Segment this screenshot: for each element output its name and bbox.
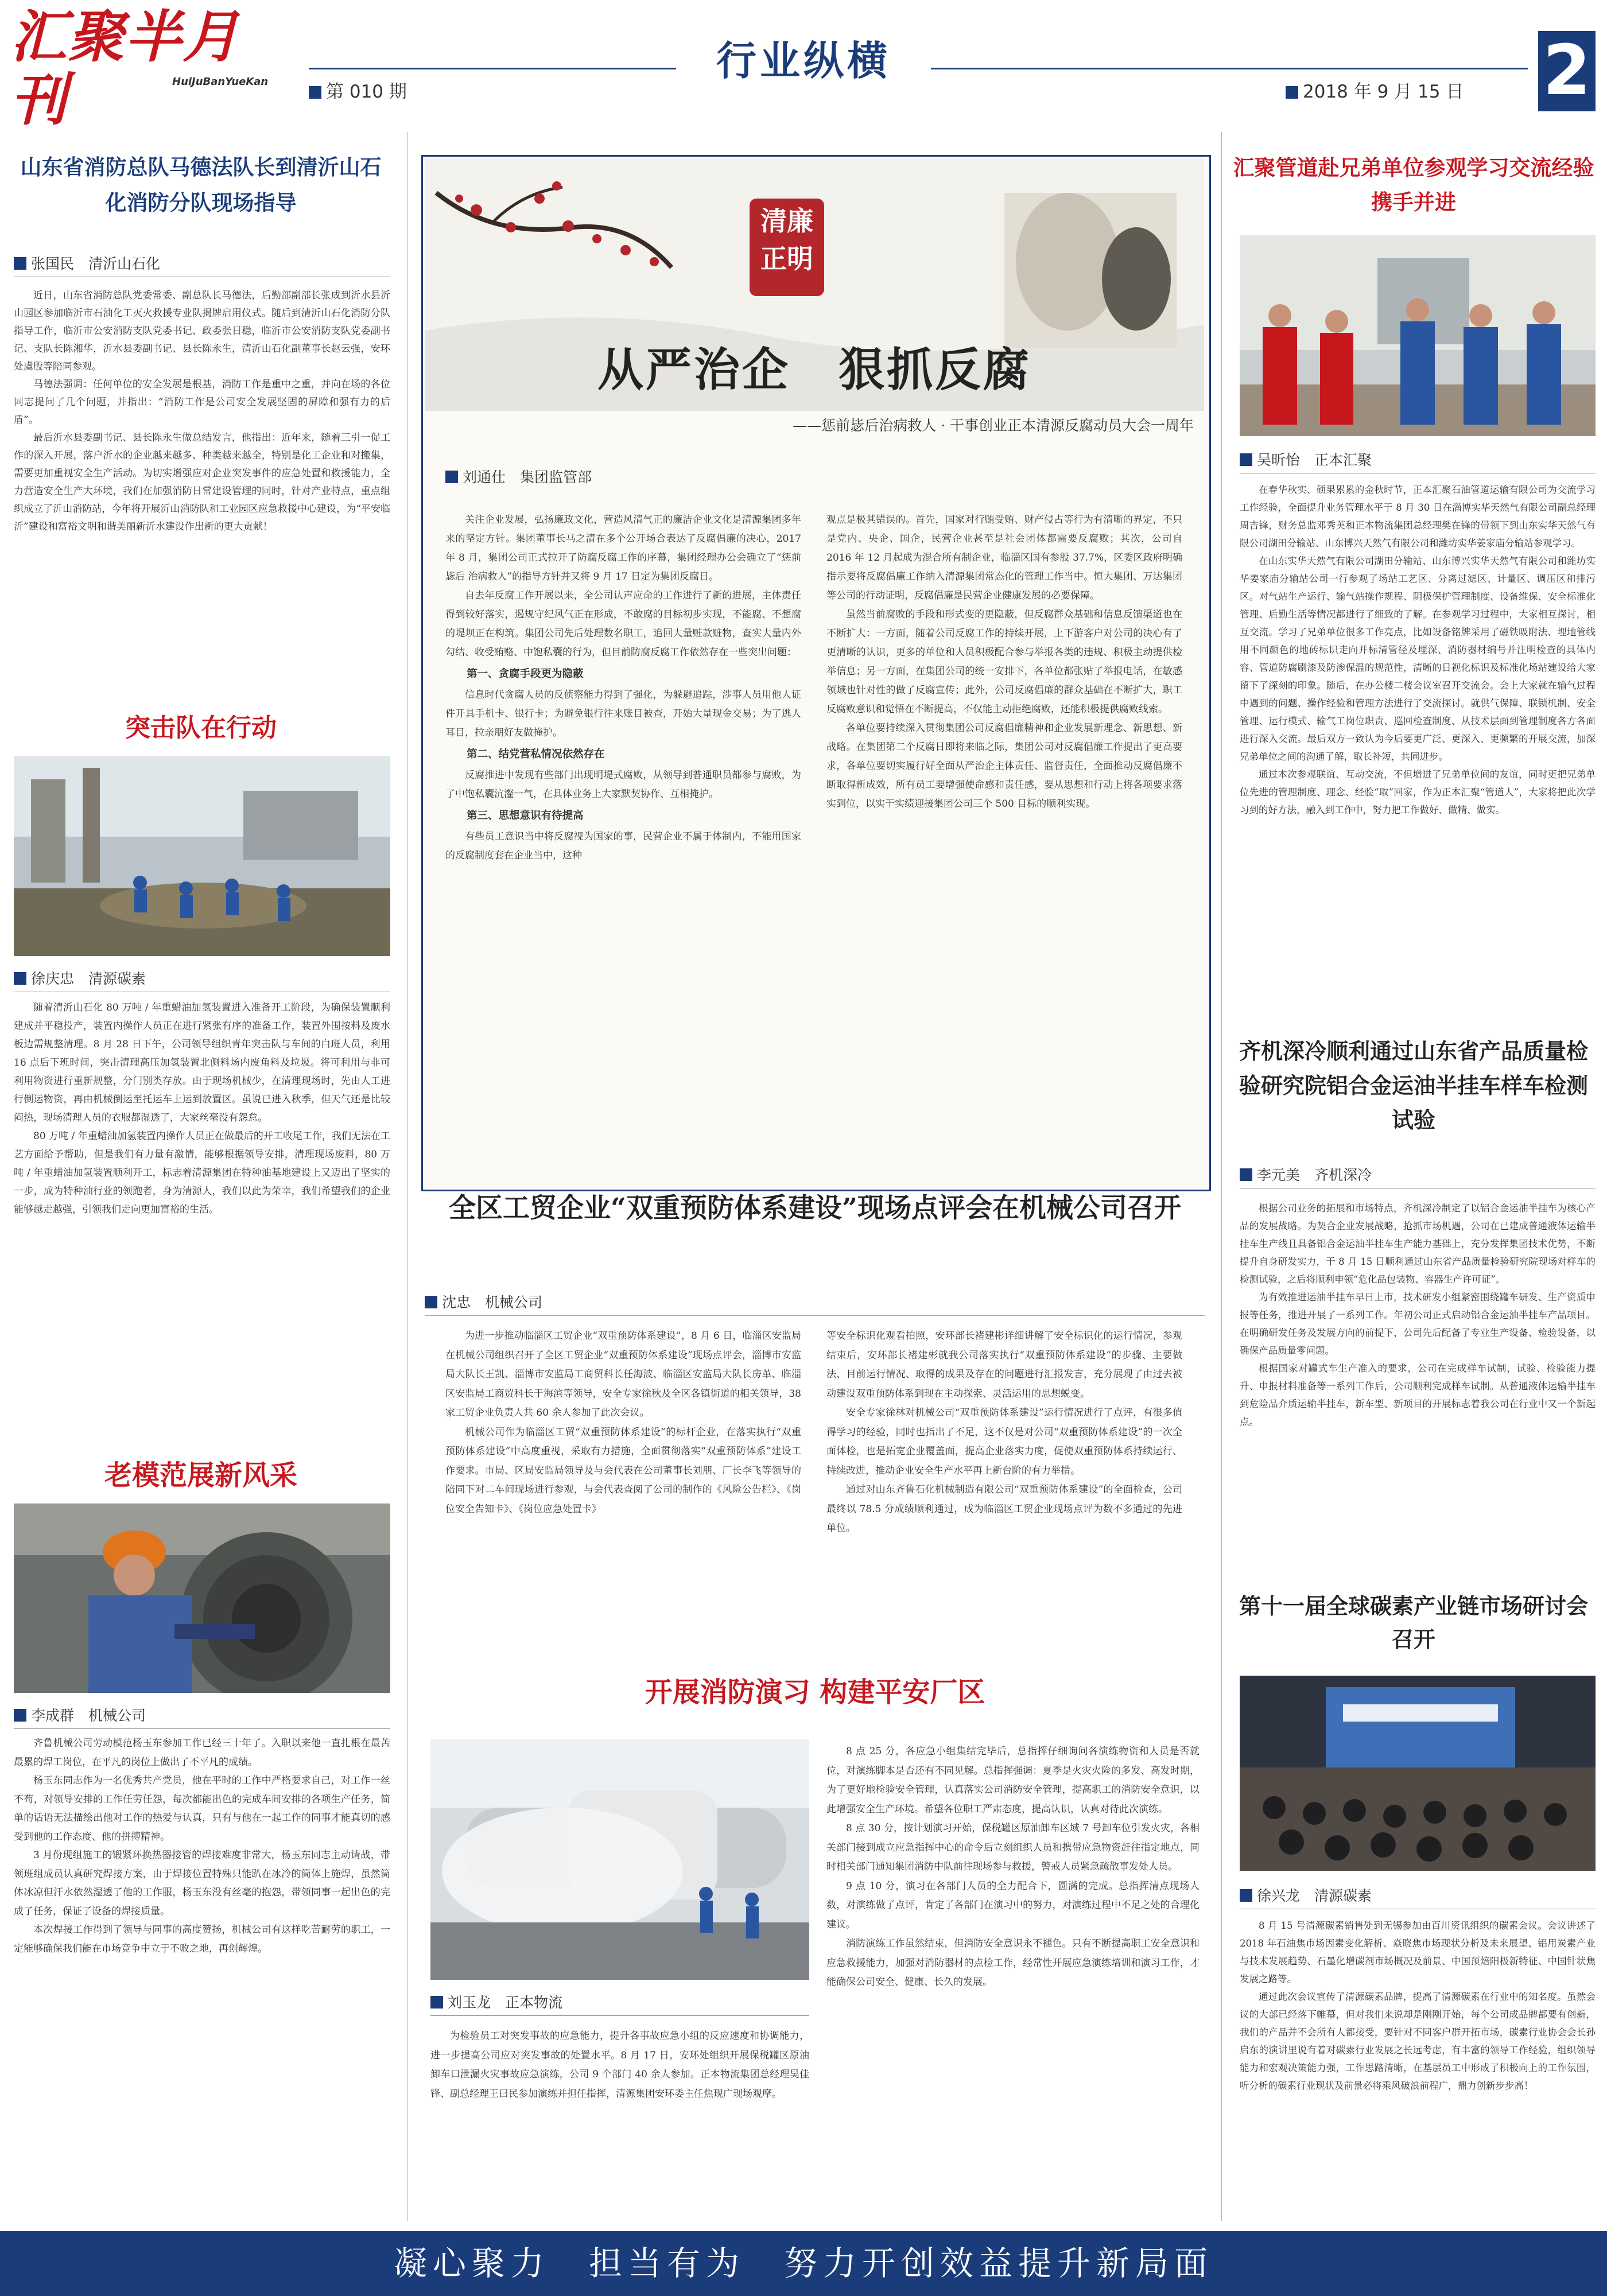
article-byline: 张国民 清沂山石化 xyxy=(14,252,390,277)
article-byline: 徐兴龙 清源碳素 xyxy=(1240,1885,1596,1909)
header-rule-left xyxy=(309,68,676,69)
byline-marker-icon xyxy=(14,1709,26,1722)
feature-body-col1: 关注企业发展，弘扬廉政文化，营造风清气正的廉洁企业文化是清源集团多年来的坚定方针。集团董事长马之清在多个公开场合表达了反腐倡廉的决心，2017 年 8 月，集团公司正式拉开了防腐反腐工作的序幕，集团经理办公会确立了“惩前毖后 治病救人”的指导方针并又将 9 月 17 日定为集团反腐日。 自去年反腐工作开展以来，全公司认声应命的工作进行了新的进展，主体责任得到较好落实，遏规守纪风气正在形成，不敢腐的目标初步实现，不能腐、不想腐的堤坝正在构筑。集团公司先后处理数名职工，追回大量赃款赃物，查实大量内外勾结、收受贿赂、中饱私囊的行为，但目前防腐反腐工作依然存在一些突出问题： 第一、贪腐手段更为隐蔽 信息时代贪腐人员的反侦察能力得到了强化，为躲避追踪，涉事人员用他人证件开具手机卡、银行卡；为避免银行往来账目被查，开始大量现金交易；为了逃人耳目，拉亲朋好友做掩护。 第二、结党营私情况依然存在 反腐推进中发现有些部门出现明堤式腐败，从领导到普通职员都参与腐败，为了中饱私囊沆瀣一气，在具体业务上大家默契协作、互相掩护。 第三、思想意识有待提高 有些员工意识当中将反腐视为国家的事，民营企业不属于体制内，不能用国家的反腐制度套在企业当中，这种 xyxy=(445,514,801,861)
article-body-col2: 8 点 25 分，各应急小组集结完毕后，总指挥仔细询问各演练物资和人员是否就位，对演练脚本是否还有不同见解。总指挥强调：夏季是火灾火险的多发、高发时期，为了更好地检验安全管理，认真落实公司消防安全管理，提高职工的消防安全意识，以此增强安全生产环境。希望各位职工严肃态度，提高认识，认真对待此次演练。 8 点 30 分，按计划演习开始，保税罐区原油卸车区域 7 号卸车位引发火灾，各相关部门接到成立应急指挥中心的命令后立刻组织人员和携带应急物资赶往指定地点，同时相关部门通知集团消防中队前往现场参与救援，警戒人员紧急疏散事发处人员。 9 点 10 分，演习在各部门人员的全力配合下，圆满的完成。总指挥清点现场人数，对演练做了点评，肯定了各部门在演习中的努力，对演练过程中不足之处的合理化建议。 消防演练工作虽然结束，但消防安全意识永不褪色。只有不断提高职工安全意识和应急救援能力，加强对消防器材的点检工作，经常性开展应急演练培训和演习工作，才能确保公司安全、健康、长久的发展。 xyxy=(826,1746,1200,1988)
section-title: 行业纵横 xyxy=(716,37,891,84)
article-body-col1: 为检验员工对突发事故的应急能力，提升各事故应急小组的反应速度和协调能力，进一步提高公司应对突发事故的处置水平。8 月 17 日，安环处组织开展保税罐区原油卸车口泄漏火灾事故应急演练，公司 9 个部门 40 余人参加。正本物流集团总经理吴佳锋、副总经理王曰民参加演练并担任指挥，清源集团安环委主任焦现广现场观摩。 xyxy=(430,2030,809,2100)
feature-subtitle: ——惩前毖后治病救人 · 干事创业正本清源反腐动员大会一周年 xyxy=(793,417,1194,434)
article-body: 在春华秋实、硕果累累的金秋时节，正本汇聚石油管道运输有限公司为交流学习工作经验，全面提升业务管理水平于 8 月 30 日在淄博实华天然气有限公司副总经理周吉锋，财务总监邓秀英和正本物流集团总经理樊在锋的带领下到山东实华天然气有限公司湖田分输站、山东博兴天然气有限公司和潍坊实华姜家庙分输站参观学习。 在山东实华天然气有限公司湖田分输站、山东博兴实华天然气有限公司和潍坊实华姜家庙分输站公司一行参观了场站工艺区、分离过滤区、计量区、调压区和排污区。对气站生产运行、输气站操作规程、阴极保护管理制度、设备维保、安全标准化管理、后勤生活等情况都进行了细致的了解。在参观学习过程中，大家相互探讨，相互交流。学习了兄弟单位很多工作亮点，比如设备铭牌采用了磁铁吸附法、埋地管线用不同颜色的地砖标识走向并标清管径及埋深、消防器材编号并注明检查的具体内容、管道防腐刷漆及防渗保温的规范性，清晰的日视化标识及标准化场站建设给大家留下了深刻的印象。随后，在办公楼二楼会议室召开交流会。会上大家就在输气过程中遇到的问题、操作经验和管理方法进行了交流探讨。就供气保障、联锁机制、安全管理、运行模式、输气工岗位职责、巡回检查制度、从技术层面到管理制度各方各面进行深入交流。最后双方一致认为今后要更广泛、更深入、更频繁的开展交流，加深兄弟单位之间的沟通了解，取长补短，共同进步。 通过本次参观联谊、互动交流，不但增进了兄弟单位间的友谊，同时更把兄弟单位先进的管理制度、理念、经验“取”回家，作为正本汇聚“管道人”，大家将把此次学习到的好方法，融入到工作中，努力把工作做好、做精、做实。 xyxy=(1240,484,1596,815)
article-body: 随着清沂山石化 80 万吨 / 年重蜡油加氢装置进入准备开工阶段，为确保装置顺利建成并平稳投产，装置内操作人员正在进行紧张有序的准备工作，装置外围按料及废水板边需规整清理。8 月 28 日下午，公司领导组织青年突击队与车间的白班人员，利用 16 点后下班时间，突击清理高压加氢装置北侧料场内废角料及垃圾。将可利用与非可利用物资进行重新规整，分门别类存放。由于现场机械少，在清理现场时，先由人工进行倒运物资，再由机械倒运至托运车上运到放置区。虽说已进入秋季，但天气还是比较闷热，现场清理人员的衣服都湿透了，大家丝毫没有怨怠。 80 万吨 / 年重蜡油加氢装置内操作人员正在做最后的开工收尾工作，我们无法在工艺方面给予帮助，但是我们有力量有激情，能够根据领导安排，清理现场废料，80 万吨 / 年重蜡油加氢装置顺利开工，标志着清源集团在特种油基地建设上又迈出了坚实的一步，成为特种油行业的领跑者，身为清源人，我们以此为荣幸，我们希望我们的企业能够越走越强，引领我们走向更加富裕的生活。 xyxy=(14,1002,390,1215)
column-divider xyxy=(407,132,408,2221)
page-number: 2 xyxy=(1538,31,1596,111)
article-body: 近日，山东省消防总队党委常委、副总队长马德法，后勤部副部长张成到沂水县沂山园区参加临沂市石油化工灭火救援专业队揭牌启用仪式。随后到清沂山石化消防分队指导工作，临沂市公安消防支队党委书记、政委张日稳，临沂市公安消防支队党委副书记、支队长陈湘华，沂水县委副书记、县长陈永生，清沂山石化副董事长赵云强，安环处虞殷等陪同参观。 马德法强调：任何单位的安全发展是根基，消防工作是重中之重，并向在场的各位同志提问了几个问题，并指出：“消防工作是公司安全发展坚固的屏障和强有力的后盾”。 最后沂水县委副书记、县长陈永生做总结发言，他指出：近年来，随着三引一促工作的深入开展，落户沂水的企业越来越多、种类越来越全，特别是化工企业和对搬集，需要更加重视安全生产活动。为切实增强应对企业突发事件的应急处置和救援能力，全力营造安全生产大环境，我们在加强消防日常建设管理的同时，针对产业特点，重点组织成立了沂山消防站，今年将开展沂山消防队和工业园区应急救援中心建设，为“平安临沂”建设和富裕文明和谐美丽新沂水建设作出新的更大贡献！ xyxy=(14,290,390,533)
issue-marker-icon xyxy=(309,86,321,99)
article-body: 齐鲁机械公司劳动模范杨玉东参加工作已经三十年了。入职以来他一直扎根在最苦最累的焊工岗位，在平凡的岗位上做出了不平凡的成绩。 杨玉东同志作为一名优秀共产党员，他在平时的工作中严格要求自己，对工作一丝不苟，对领导安排的工作任劳任怨，每次都能出色的完成车间安排的各项生产任务，简单的话语无法描绘出他对工作的热爱与认真，只有与他在一起工作的同事才能真切的感受到他的工作态度、他的拼搏精神。 3 月份现组施工的锻紧环换热器接管的焊接难度非常大，杨玉东同志主动请战，带领班组成员认真研究焊接方案，由于焊接位置特殊只能趴在冰冷的筒体上施焊，虽然筒体冰凉但汗水依然湿透了他的工作服，杨玉东没有丝毫的抱怨，带领同事一起出色的完成了任务，保证了设备的焊接质量。 本次焊接工作得到了领导与同事的高度赞扬，机械公司有这样吃苦耐劳的职工，一定能够确保我们能在市场竞争中立于不败之地，再创辉煌。 xyxy=(14,1738,390,1955)
issue-number: 第 010 期 xyxy=(309,77,407,103)
article-title: 山东省消防总队马德法队长到清沂山石化消防分队现场指导 xyxy=(20,154,382,215)
feature-body-col2: 观点是极其错误的。首先，国家对行贿受贿、财产侵占等行为有清晰的界定，不只是党内、央企、国企，民营企业甚至是社会团体都需要反腐败；其次，公司自 2016 年 12 月起成为混合所有制企业，临淄区国有参股 37.7%，区委区政府明确指示要将反腐倡廉工作纳入清源集团常态化的管理工作当中。恒大集团、万达集团等公司的行动证明，反腐倡廉是民营企业健康发展的必要保障。 虽然当前腐败的手段和形式变的更隐蔽，但反腐群众基础和信息反馈渠道也在不断扩大：一方面，随着公司反腐工作的持续开展，上下游客户对公司的决心有了更清晰的认识，更多的单位和人员积极配合参与举报各类的违规、积极主动提供检举信息；另一方面，在集团公司的统一安排下，各单位都张贴了举报电话，在敏感领域也针对性的做了反腐宣传；此外，公司反腐倡廉的群众基础在不断扩大，职工反腐败意识和觉悟在不断提高，不仅能主动拒绝腐败，还能积极提供腐败线索。 各单位要持续深入贯彻集团公司反腐倡廉精神和企业发展新理念、新思想、新战略。在集团第二个反腐日即将来临之际，集团公司对反腐倡廉工作提出了更高要求，各单位要切实履行好全面从严治企主体责任、监督责任，全面推动反腐倡廉不断取得新成效，所有员工要增强使命感和责任感，要从思想和行动上将各项要求落实到位，以实干实绩迎接集团公司三个 500 目标的顺利实现。 xyxy=(826,514,1182,810)
byline-marker-icon xyxy=(430,1996,443,2008)
article-body: 根据公司业务的拓展和市场特点，齐机深冷制定了以铝合金运油半挂车为核心产品的发展战略。为契合企业发展战略，抢抓市场机遇，公司在已建成普通液体运输半挂车生产线且具备铝合金运油半挂车生产能力基础上，充分发挥集团技术优势，不断提升自身研发实力，于 8 月 15 日顺利通过山东省产品质量检验研究院现场对样车的检测试验，之后将顺利申领“危化品包装物、容器生产许可证”。 为有效推进运油半挂车早日上市，技术研发小组紧密围绕罐车研发、生产资质申报等任务，推进开展了一系列工作。年初公司正式启动铝合金运油半挂车产品项目。在明确研发任务及发展方向的前提下，公司先后配备了专业生产设备、检验设备，以确保产品质量零问题。 根据国家对罐式车生产准入的要求，公司在完成样车试制，试验、检验能力提升、申报材料准备等一系列工作后，公司顺利完成样车试制。从普通液体运输半挂车到危险品介质运输半挂车，新车型、新项目的开展标志着我公司在行业中又一个新起点。 xyxy=(1240,1203,1596,1427)
article-byline: 沈忠 机械公司 xyxy=(425,1291,1205,1316)
article-title: 齐机深冷顺利通过山东省产品质量检验研究院铝合金运油半挂车样车检测试验 xyxy=(1239,1038,1588,1133)
article-title: 突击队在行动 xyxy=(125,713,277,743)
feature-tag: 清廉正明 xyxy=(760,205,813,274)
footer-slogan: 凝心聚力 担当有为 努力开创效益提升新局面 xyxy=(393,2244,1213,2283)
feature-title: 从严治企 狠抓反腐 xyxy=(597,343,1031,397)
column-divider xyxy=(1221,132,1222,2221)
byline-marker-icon xyxy=(14,257,26,270)
article-byline: 刘通仕 集团监管部 xyxy=(445,466,704,487)
article-byline: 刘玉龙 正本物流 xyxy=(430,1991,809,2016)
article-title: 老模范展新风采 xyxy=(104,1459,297,1491)
masthead-logo-en: HuiJuBanYueKan xyxy=(172,76,269,88)
photo-visit xyxy=(1240,235,1596,436)
byline-marker-icon xyxy=(1240,1168,1252,1181)
byline-marker-icon xyxy=(1240,453,1252,466)
byline-marker-icon xyxy=(1240,1889,1252,1902)
byline-marker-icon xyxy=(425,1296,437,1308)
date-marker-icon xyxy=(1286,86,1298,99)
footer-banner xyxy=(0,2231,1607,2296)
article-byline: 李成群 机械公司 xyxy=(14,1704,390,1729)
photo-work-site xyxy=(14,756,390,956)
article-byline: 徐庆忠 清源碳素 xyxy=(14,968,390,992)
issue-date: 2018 年 9 月 15 日 xyxy=(1286,77,1464,103)
header-rule-right xyxy=(931,68,1528,69)
article-byline: 吴昕怡 正本汇聚 xyxy=(1240,449,1596,473)
article-title: 全区工贸企业“双重预防体系建设”现场点评会在机械公司召开 xyxy=(448,1192,1182,1224)
article-body-col1: 为进一步推动临淄区工贸企业“双重预防体系建设”，8 月 6 日，临淄区安监局在机械公司组织召开了全区工贸企业“双重预防体系建设”现场点评会，淄博市安监局大队长王凯、淄博市安监局工商贸科长任海波、临淄区安监局大队长房革、临淄区安监局工商贸科长于海滨等领导，安全专家徐秋及全区各镇街道的相关领导，38 家工贸企业负责人共 60 余人参加了此次会议。 机械公司作为临淄区工贸“双重预防体系建设”的标杆企业，在落实执行“双重预防体系建设”中高度重视，采取有力措施，全面贯彻落实“双重预防体系”建设工作要求。市局、区局安监局领导及与会代表在公司董事长刘朋、厂长李飞等领导的陪同下对二车间现场进行参观，与会代表查阅了公司的制作的《风险公告栏》、《岗位安全告知卡》、《岗位应急处置卡》 xyxy=(445,1330,801,1515)
photo-welder xyxy=(14,1504,390,1693)
article-title: 开展消防演习 构建平安厂区 xyxy=(645,1676,985,1708)
article-body: 8 月 15 号清源碳素销售处到无锡参加由百川资讯组织的碳素会议。会议讲述了 2018 年石油焦市场因素变化解析、焱晓焦市场现状分析及未来展望、铝用炭素产业与技术发展趋势、石墨化增碳剂市场概况及前景、中国预焙阳极新特征、中国针状焦发展之路等。 通过此次会议宣传了清源碳素品牌，提高了清源碳素在行业中的知名度。虽然会议的大部已经落下帷幕，但对我们来说却是刚刚开始，每个公司成品牌都要有创新，我们的产品并不会所有人都接受，要针对不同客户群开拓市场，碳素行业协会会长孙启东的演讲里说有着对碳素行业发展之长远考虑，有丰富的领导工作经验，组织领导能力和宏观决策能力强，工作思路清晰，在基层员工中形成了积极向上的工作氛围，听分析的碳素行业现状及前景必将乘风破浪前程广，鼎力创新步步高！ xyxy=(1240,1920,1596,2091)
photo-fire-drill xyxy=(430,1739,809,1980)
article-body-col2: 等安全标识化观看拍照，安环部长褚建彬详细讲解了安全标识化的运行情况，参观结束后，安环部长褚建彬就我公司落实执行“双重预防体系建设”的步骤、主要做法、目前运行情况、取得的成果及存在的问题进行汇报发言，充分展现了由过去被动建设双重预防体系到现在主动探索、灵活运用的思想蜕变。 安全专家徐林对机械公司“双重预防体系建设”运行情况进行了点评，有很多值得学习的经验，同时也指出了不足，这不仅是对公司“双重预防体系建设”的一次全面体检，也是拓宽企业覆盖面，提高企业落实力度，促使双重预防体系持续运行、持续改进，推动企业安全生产水平再上新台阶的有力举措。 通过对山东齐鲁石化机械制造有限公司“双重预防体系建设”的全面检查，公司最终以 78.5 分成绩顺利通过，成为临淄区工贸企业现场点评为数不多通过的先进单位。 xyxy=(826,1330,1182,1534)
article-title: 第十一届全球碳素产业链市场研讨会召开 xyxy=(1239,1593,1588,1652)
byline-marker-icon xyxy=(14,972,26,985)
article-byline: 李元美 齐机深冷 xyxy=(1240,1164,1596,1188)
byline-marker-icon xyxy=(445,471,458,483)
photo-conference xyxy=(1240,1676,1596,1871)
masthead-logo: 汇聚半月刊 xyxy=(10,4,240,133)
article-title: 汇聚管道赴兄弟单位参观学习交流经验携手并进 xyxy=(1233,155,1594,215)
